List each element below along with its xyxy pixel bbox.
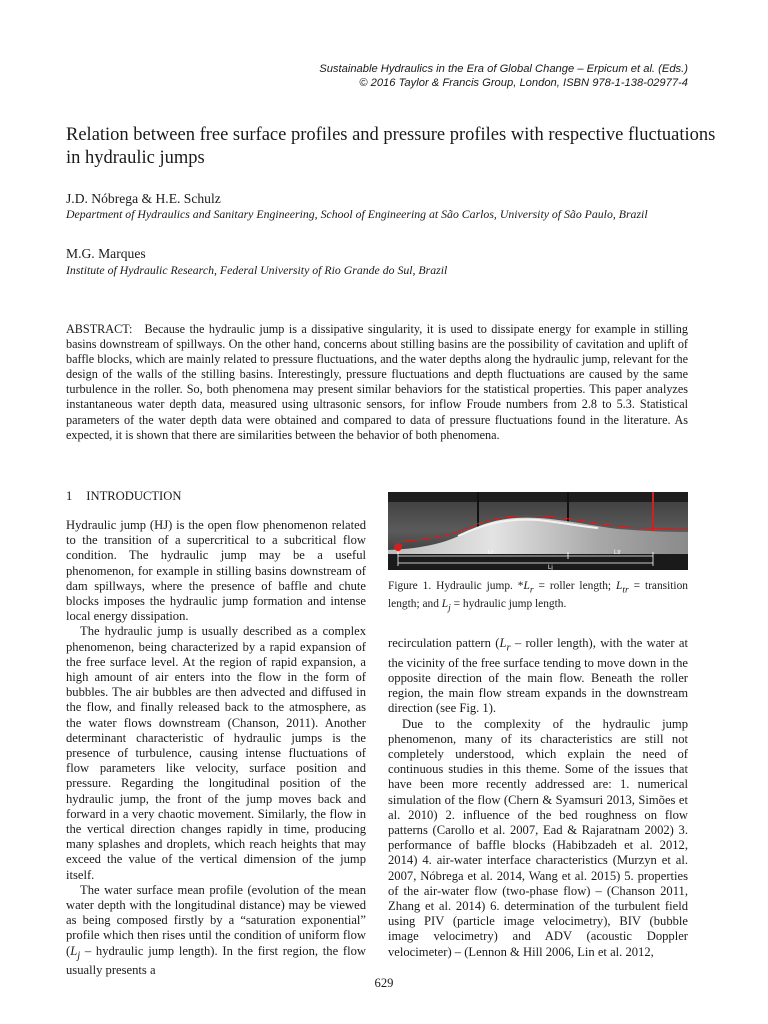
paragraph: recirculation pattern ($L_r$ – roller length), with the water at the vicinity of the free surface tending to move down in the opposite direction of the main flow. Beneath the roller region, the main flow stream expands in the downstream direction (see Fig. 1). xyxy=(388,636,688,716)
figure-label-ltr: Ltr xyxy=(614,550,622,556)
affiliation-second: Institute of Hydraulic Research, Federal University of Rio Grande do Sul, Brazil xyxy=(66,263,448,277)
abstract-text: Because the hydraulic jump is a dissipative singularity, it is used to dissipate energy for example in stilling basins downstream of spillways. On the other hand, concerns about stilling basins are the possibility of cavitation and uplift of baffle blocks, which are mainly related to pressure fluctuations, and the water depths along the hydraulic jump, relevant for the design of the walls of the stilling basins. Interestingly, pressure fluctuations and depth fluctuations are caused by the same turbulence in the roller. So, both phenomena may present similar behaviors for the statistical properties. This paper analyzes instantaneous water depth data, measured using ultrasonic sensors, for inflow Froude numbers from 2.8 to 5.3. Statistical parameters of the water depth data were obtained and compared to data of pressure fluctuations found in the literature. As expected, it is shown that there are similarities between the behavior of both phenomena. xyxy=(66,322,688,442)
abstract xyxy=(66,322,688,443)
header-line-2: © 2016 Taylor & Francis Group, London, ISBN 978-1-138-02977-4 xyxy=(359,77,688,89)
left-column xyxy=(66,518,366,979)
authors-second: M.G. Marques xyxy=(66,246,146,261)
paragraph: The water surface mean profile (evolution of the mean water depth with the longitudinal distance) may be viewed as being composed firstly by a “saturation exponential” profile which then rises until the condition of uniform flow ($L_j$ – hydraulic jump length). In the first region, the flow usually presents a xyxy=(66,882,366,978)
affiliation-first: Department of Hydraulics and Sanitary Engineering, School of Engineering at São Carlos, University of São Paulo, Brazil xyxy=(66,207,648,221)
paragraph: The hydraulic jump is usually described as a complex phenomenon, being characterized by a rapid expansion of the free surface level. At the region of rapid expansion, a high amount of air enters into the flow in the form of bubbles. The air bubbles are then advected and diffused in the flow, and finally released back to the atmosphere, as the water flows downstream (Chanson, 2011). Another determinant characteristic of hydraulic jumps is the presence of turbulence, causing intense fluctuations of flow parameters like velocity, surface position and pressure. Regarding the longitudinal position of the hydraulic jump, the front of the jump moves back and forward in a very chaotic movement. Similarly, the flow in the vertical direction changes rapidly in time, producing many splashes and droplets, which reach heights that may exceed the value of the vertical dimension of the jump itself. xyxy=(66,624,366,882)
figure-label-lj: Lj xyxy=(548,565,553,570)
header-line-1: Sustainable Hydraulics in the Era of Global Change – Erpicum et al. (Eds.) xyxy=(319,63,688,75)
authors-first: J.D. Nóbrega & H.E. Schulz xyxy=(66,191,221,206)
figure-hydraulic-jump-photo xyxy=(388,492,688,570)
section-heading xyxy=(66,489,181,504)
figure-caption: Figure 1. Hydraulic jump. $*L_r$ = roller length; $L_{tr}$ = transition length; and $L_j$ = hydraulic jump length. xyxy=(388,580,688,614)
paragraph: Due to the complexity of the hydraulic jump phenomenon, many of its characteristics are still not completely understood, which explain the need of continuous studies in this theme. Some of the issues that have been more recently addressed are: 1. numerical simulation of the flow (Chern & Syamsuri 2013, Simões et al. 2010) 2. influence of the bed roughness on flow patterns (Carollo et al. 2007, Ead & Rajaratnam 2002) 3. performance of baffle blocks (Habibzadeh et al. 2012, 2014) 4. air-water interface characteristics (Murzyn et al. 2007, Nóbrega et al. 2014, Wang et al. 2015) 5. properties of the air-water flow (two-phase flow) – (Chanson 2011, Zhang et al. 2014) 6. determination of the turbulent field using PIV (particle image velocimetry), BIV (bubble image velocimetry) and ADV (acoustic Doppler velocimeter) – (Lennon & Hill 2006, Lin et al. 2012, xyxy=(388,716,688,959)
paragraph: Hydraulic jump (HJ) is the open flow phenomenon related to the transition of a supercritical to a subcritical flow condition. The hydraulic jump may be a useful phenomenon, for example in stilling basins downstream of dam spillways, where the presence of baffle and chute blocks imposes the hydraulic jump formation and intense local energy dissipation. xyxy=(66,518,366,624)
figure-label-lr: Lr xyxy=(488,550,494,556)
running-header xyxy=(319,62,688,90)
abstract-label: ABSTRACT: xyxy=(66,322,133,336)
right-column xyxy=(388,636,688,960)
page-number: 629 xyxy=(374,976,394,990)
paper-title: Relation between free surface profiles and pressure profiles with respective fluctuations in hydraulic jumps xyxy=(66,125,716,168)
section-title: INTRODUCTION xyxy=(86,489,182,503)
section-number: 1 xyxy=(66,489,73,503)
